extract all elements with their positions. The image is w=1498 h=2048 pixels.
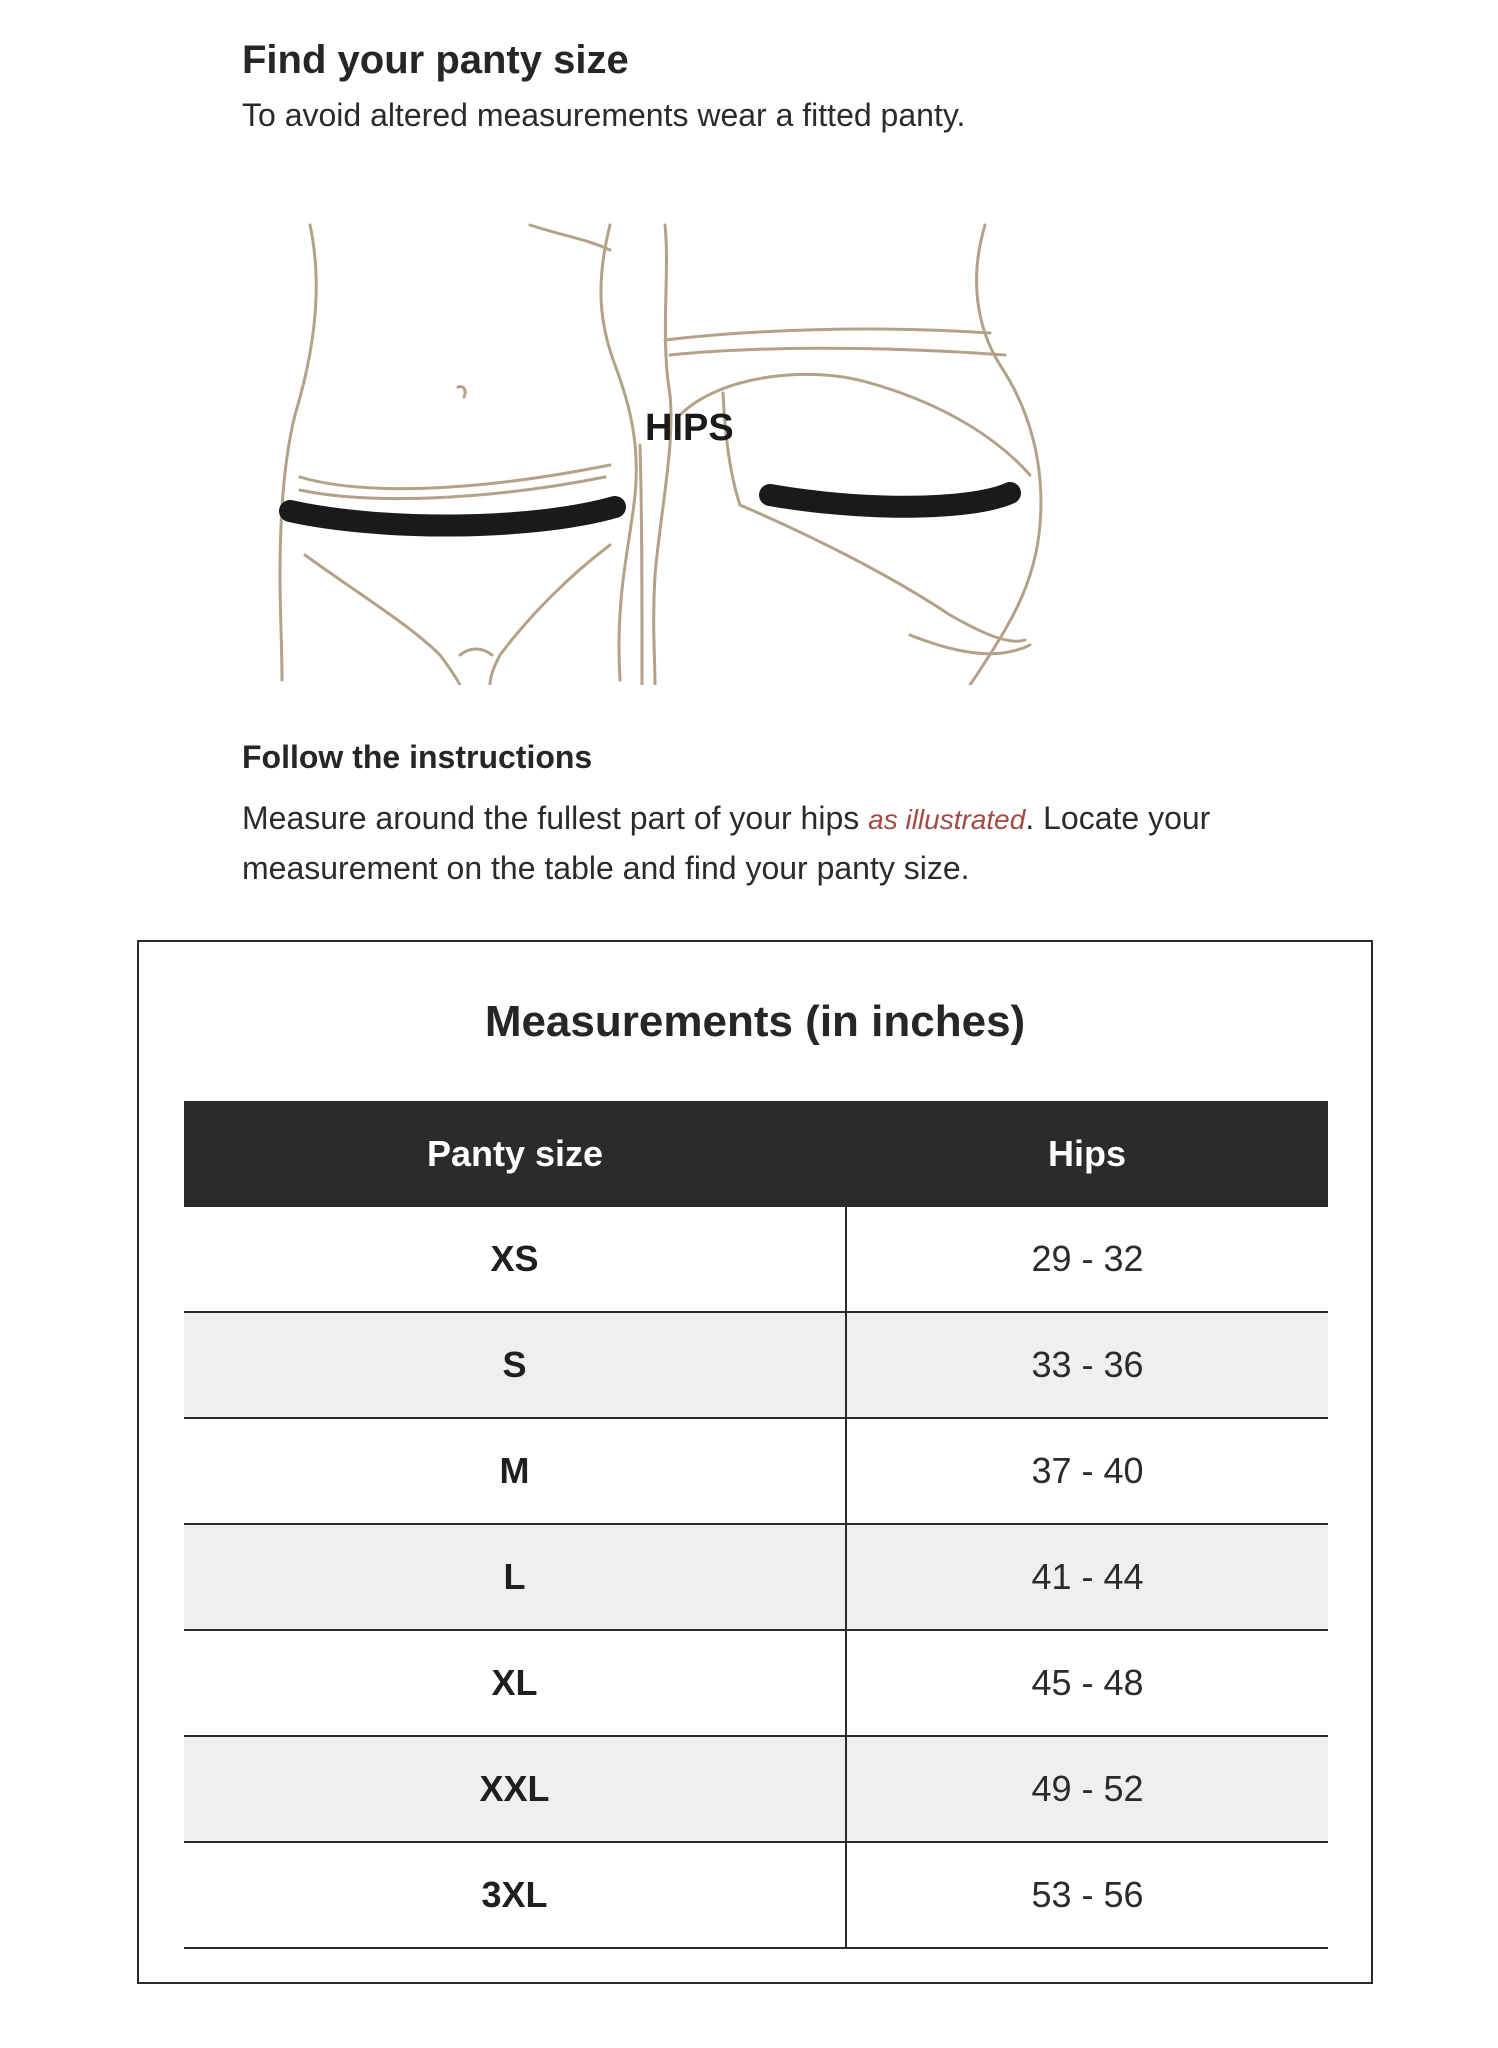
table-row (184, 1524, 1328, 1630)
table-header-row (184, 1101, 1328, 1207)
back-waistband-top (665, 329, 990, 340)
side-leg-line (640, 445, 642, 685)
table-row (184, 1418, 1328, 1524)
front-leg-opening-right (490, 545, 610, 685)
instructions-text (242, 794, 1342, 892)
navel (458, 387, 465, 397)
size-cell: S (184, 1312, 846, 1418)
front-leg-opening-left (305, 555, 460, 685)
hips-cell: 41 - 44 (846, 1524, 1328, 1630)
instructions-heading: Follow the instructions (242, 739, 593, 775)
hips-cell: 33 - 36 (846, 1312, 1328, 1418)
front-torso-left-edge (280, 225, 316, 680)
front-gusset (460, 649, 492, 655)
header-hips: Hips (846, 1101, 1328, 1207)
hips-cell: 29 - 32 (846, 1207, 1328, 1312)
size-cell: XS (184, 1207, 846, 1312)
hips-cell: 45 - 48 (846, 1630, 1328, 1736)
hips-cell: 53 - 56 (846, 1842, 1328, 1948)
back-torso-left-edge (654, 225, 671, 685)
header-panty-size: Panty size (184, 1101, 846, 1207)
back-leg-opening (740, 505, 1025, 641)
back-measuring-band (770, 493, 1010, 507)
table-row (184, 1842, 1328, 1948)
table-row (184, 1207, 1328, 1312)
size-table (184, 1101, 1328, 1949)
back-torso-right-edge (970, 225, 1041, 685)
as-illustrated-link[interactable]: as illustrated (868, 804, 1026, 835)
size-cell: XL (184, 1630, 846, 1736)
front-measuring-band (290, 507, 615, 526)
instructions-text-after: . Locate your measurement on the table and find your panty size. (242, 800, 1211, 886)
body-outline (280, 225, 1041, 685)
instructions-text-before: Measure around the fullest part of your hips (242, 800, 869, 836)
hips-label: HIPS (645, 407, 734, 449)
back-thigh-crease (910, 635, 1030, 654)
table-row (184, 1630, 1328, 1736)
size-cell: L (184, 1524, 846, 1630)
back-waistband-bottom (670, 348, 1005, 355)
table-row (184, 1312, 1328, 1418)
hip-measurement-illustration (270, 215, 1090, 685)
hips-cell: 49 - 52 (846, 1736, 1328, 1842)
hips-cell: 37 - 40 (846, 1418, 1328, 1524)
measurements-table-box (137, 940, 1373, 1984)
front-shoulder-line (530, 225, 610, 250)
size-cell: M (184, 1418, 846, 1524)
measurements-table-title: Measurements (in inches) (484, 997, 1026, 1046)
table-row (184, 1736, 1328, 1842)
size-cell: 3XL (184, 1842, 846, 1948)
size-cell: XXL (184, 1736, 846, 1842)
page-title: Find your panty size (242, 38, 629, 82)
page-subtitle: To avoid altered measurements wear a fitted panty. (242, 97, 966, 133)
front-torso-right-edge (601, 225, 636, 680)
